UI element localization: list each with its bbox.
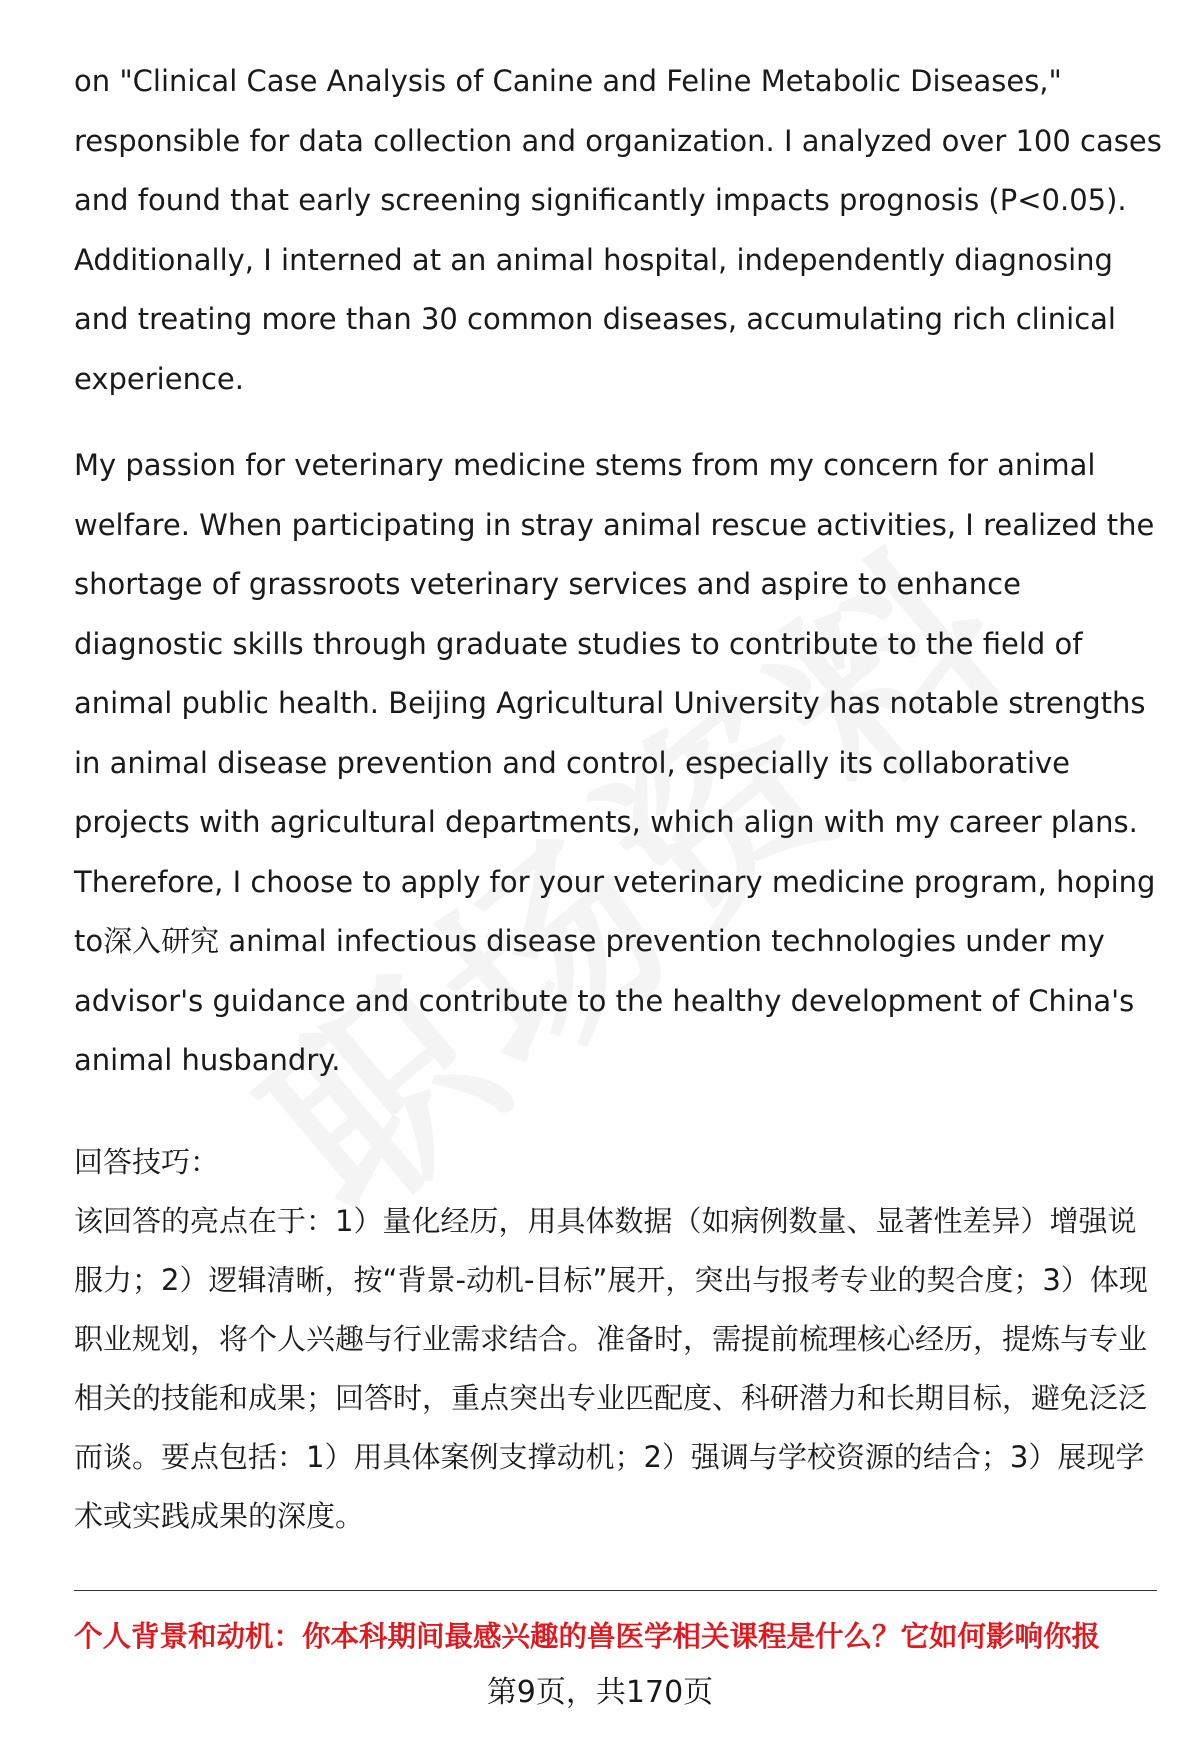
next-question-heading: 个人背景和动机：你本科期间最感兴趣的兽医学相关课程是什么？它如何影响你报 bbox=[74, 1620, 1101, 1653]
body-paragraph: My passion for veterinary medicine stems from my concern for animal welfare. When participating in stray animal rescue activities, I realized the shortage of grassroots veterinary services and aspire to enhance diagnostic skills through graduate studies to contribute to the field of animal public health. Beijing Agricultural University has notable strengths in animal disease prevention and control, especially its collaborative projects with agricultural departments, which align with my career plans. Therefore, I choose to apply for your veterinary medicine program, hoping to深入研究 animal infectious disease prevention technologies under my advisor's guidance and contribute to the healthy development of China's animal husbandry. bbox=[74, 448, 1156, 1077]
document-content bbox=[74, 52, 1164, 1546]
section-divider bbox=[74, 1590, 1157, 1591]
page-number: 第9页，共170页 bbox=[486, 1675, 714, 1710]
answer-tips-title: 回答技巧： bbox=[74, 1144, 220, 1179]
answer-tips-content: 该回答的亮点在于：1）量化经历，用具体数据（如病例数量、显著性差异）增强说服力；2）逻辑清晰，按“背景-动机-目标”展开，突出与报考专业的契合度；3）体现职业规划，将个人兴趣与行业需求结合。准备时，需提前梳理核心经历，提炼与专业相关的技能和成果；回答时，重点突出专业匹配度、科研潜力和长期目标，避免泛泛而谈。要点包括：1）用具体案例支撑动机；2）强调与学校资源的结合；3）展现学术或实践成果的深度。 bbox=[74, 1203, 1148, 1533]
answer-tips-section bbox=[74, 1133, 1164, 1546]
body-paragraph: on "Clinical Case Analysis of Canine and Feline Metabolic Diseases," responsible for data collection and organization. I analyzed over 100 cases and found that early screening significantly impacts prognosis (P<0.05). Additionally, I interned at an animal hospital, independently diagnosing and treating more than 30 common diseases, accumulating rich clinical experience. bbox=[74, 64, 1162, 396]
